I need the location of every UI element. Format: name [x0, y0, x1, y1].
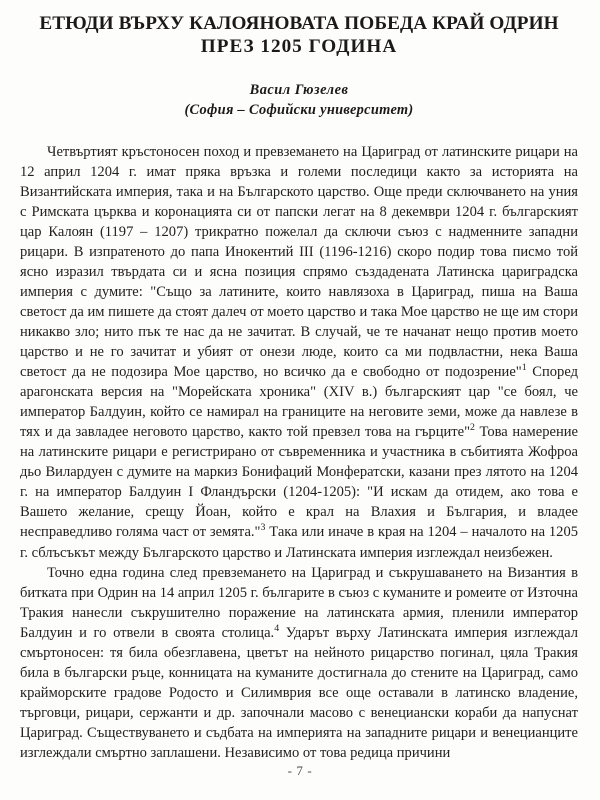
body-text [20, 142, 578, 763]
author-affiliation: (София – Софийски университет) [184, 102, 414, 119]
page-title [20, 10, 578, 59]
paragraph: Точно една година след превземането на Цариград и съкрушаването на Византия в битката при Одрин на 14 април 1205 г. българите в съюз с куманите и ромеите от Източна Тракия нанесли съкрушително поражение на латинската армия, пленили император Балдуин и го отвели в своята столица.$^4$ Ударът върху Латинската империя изглеждал смъртоносен: тя била обезглавена, цветът на нейното рицарство погинал, цяла Тракия била в български ръце, конницата на куманите достигнала до стените на Цариград, само крайморските градове Родосто и Силимврия все още оставали в латинско владение, търговци, рицари, сержанти и др. започнали масово с венециански кораби да напуснат Цариград. Съществуването и съдбата на империята на западните рицари и венецианците изглеждали смъртно заплашени. Независимо от това редица причини [20, 564, 579, 761]
footnote-marker: 3 [260, 522, 266, 534]
author-name: Васил Гюзелев [249, 81, 349, 98]
footnote-marker: 4 [274, 622, 280, 634]
paragraph: Четвъртият кръстоносен поход и превземането на Цариград от латинските рицари на 12 април 1204 г. имат пряка връзка и големи последици както за историята на Византийската империя, така и на Българското царство. Още преди сключването на уния с Римската църква и коронацията си от папски легат на 8 декември 1204 г. българският цар Калоян (1197 – 1207) трикратно пожелал да сключи съюз с надменните западни рицари. В изпратеното до папа Инокентий III (1196-1216) скоро подир това писмо той ясно изразил твърдата си и ясна позиция спрямо създадената Латинска цариградска империя с думите: "Също за латините, които навлязоха в Цариград, пиша на Ваша светост да им пишете да стоят далеч от моето царство и така Мое царство не ще им стори никакво зло; нито пък те нас да не зачитат. В случай, че те начанат нещо против моето царство и не го зачитат и убият от онези люде, които са ми подвластни, нека Ваша светост да не подозира Мое царство, но всичко да е свободно от подозрение"$^1$ Според арагонската версия на "Морейската хроника" (XIV в.) българският цар "се боял, че император Балдуин, който се намирал на границите на неговите земи, може да навлезе в тях и да завладее неговото царство, както той превзел това на гърците"$^2$ Това намерение на латинските рицари е регистрирано от съвременника и участника в събитията Жофроа дьо Вилардуен с думите на маркиз Бонифаций Монфератски, казани през лятото на 1204 г. на император Балдуин I Фландърски (1204-1205): "И искам да отидем, ако това е Вашето желание, срещу Йоан, който е крал на Влахия и България, и владее несправедливо голяма част от земята."$^3$ Така или иначе в края на 1204 – началото на 1205 г. сблъсъкът между Българското царство и Латинската империя изглеждал неизбежен. [20, 143, 578, 561]
page-title-line-1: ЕТЮДИ ВЪРХУ КАЛОЯНОВАТА ПОБЕДА КРАЙ ОДРИН [39, 13, 559, 34]
footnote-marker: 2 [470, 422, 475, 434]
footnote-marker: 1 [521, 362, 527, 374]
page-number: - 7 - [287, 763, 313, 778]
author-block [20, 81, 578, 121]
page-title-line-2: ПРЕЗ 1205 ГОДИНА [200, 35, 398, 57]
